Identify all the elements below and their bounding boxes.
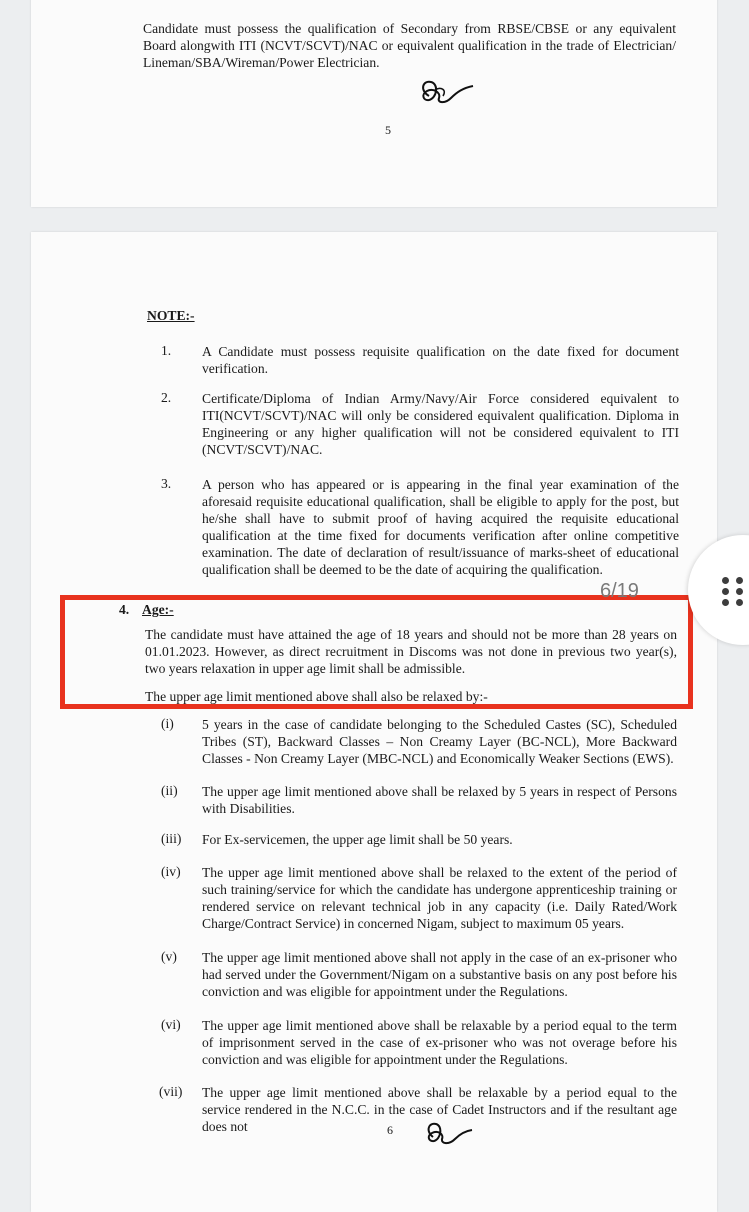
pdf-page-5	[31, 0, 717, 207]
relaxation-number: (v)	[161, 949, 177, 964]
relaxation-item: The upper age limit mentioned above shall be relaxed by 5 years in respect of Persons with Disabilities.	[202, 784, 677, 816]
age-paragraph: The candidate must have attained the age of 18 years and should not be more than 28 years on 01.01.2023. However, as direct recruitment in Discoms was not done in previous two year(s), two years relaxation in upper age limit shall be admissible.	[145, 627, 677, 676]
relaxation-number: (i)	[161, 716, 174, 731]
note-item: Certificate/Diploma of Indian Army/Navy/Air Force considered equivalent to ITI(NCVT/SCVT)/NAC will only be considered equivalent qualification. Diploma in Engineering or any higher qualification will not be considered equivalent to ITI (NCVT/SCVT)/NAC.	[202, 391, 679, 457]
page-number: 5	[385, 123, 391, 137]
signature-icon	[423, 1119, 473, 1149]
relaxation-number: (vi)	[161, 1017, 181, 1032]
age-title: Age:-	[142, 602, 174, 617]
note-number: 1.	[161, 343, 172, 358]
relaxation-number: (iii)	[161, 831, 182, 846]
qualification-paragraph: Candidate must possess the qualification of Secondary from RBSE/CBSE or any equivalent Board alongwith ITI (NCVT/SCVT)/NAC or equivalent qualification in the trade of Electrician/ Lineman/SBA/Wireman/Power Electrician.	[143, 21, 676, 70]
pdf-page-6	[31, 232, 717, 1212]
relaxation-item: The upper age limit mentioned above shall be relaxed to the extent of the period of such training/service for which the candidate has undergone apprenticeship training or rendered service on relevant technical job in any capacity (i.e. Daily Rated/Work Charge/Contract Service) in concerned Nigam, subject to maximum 05 years.	[202, 865, 677, 931]
note-item: A person who has appeared or is appearing in the final year examination of the aforesaid requisite educational qualification, shall be eligible to apply for the post, but he/she shall have to submit proof of having acquired the requisite educational qualification at the time fixed for documents verification after online competitive examination. The date of declaration of result/issuance of marks-sheet of educational qualification shall be deemed to be the date of acquiring the qualification.	[202, 477, 679, 577]
relaxation-item: 5 years in the case of candidate belonging to the Scheduled Castes (SC), Scheduled Tribes (ST), Backward Classes – Non Creamy Layer (BC-NCL), More Backward Classes - Non Creamy Layer (MBC-NCL) and Economically Weaker Sections (EWS).	[202, 717, 677, 766]
relaxation-item: The upper age limit mentioned above shall not apply in the case of an ex-prisoner who had served under the Government/Nigam on a substantive basis on any post before his conviction and was eligible for appointment under the Regulations.	[202, 950, 677, 999]
relaxation-item: For Ex-servicemen, the upper age limit shall be 50 years.	[202, 832, 513, 847]
note-number: 2.	[161, 390, 172, 405]
note-title: NOTE:-	[147, 308, 195, 323]
age-number: 4.	[119, 602, 130, 617]
relaxation-number: (ii)	[161, 783, 178, 798]
relaxation-item: The upper age limit mentioned above shall be relaxable by a period equal to the service rendered in the N.C.C. in the case of Cadet Instructors and if the resultant age does not	[202, 1085, 677, 1134]
page-indicator: 6/19	[600, 580, 639, 602]
note-item: A Candidate must possess requisite qualification on the date fixed for document verification.	[202, 344, 679, 376]
relaxation-item: The upper age limit mentioned above shall be relaxable by a period equal to the term of imprisonment served in the case of ex-prisoner who was not overage before his conviction and was eligible for appointment under the Regulations.	[202, 1018, 677, 1067]
signature-icon	[417, 76, 475, 108]
relaxation-number: (iv)	[161, 864, 181, 879]
relaxation-intro: The upper age limit mentioned above shall also be relaxed by:-	[145, 689, 488, 704]
drag-dots-icon[interactable]	[722, 577, 748, 607]
note-number: 3.	[161, 476, 172, 491]
page-number: 6	[387, 1123, 393, 1137]
relaxation-number: (vii)	[159, 1084, 183, 1099]
section-heading-partial	[119, 0, 297, 2]
